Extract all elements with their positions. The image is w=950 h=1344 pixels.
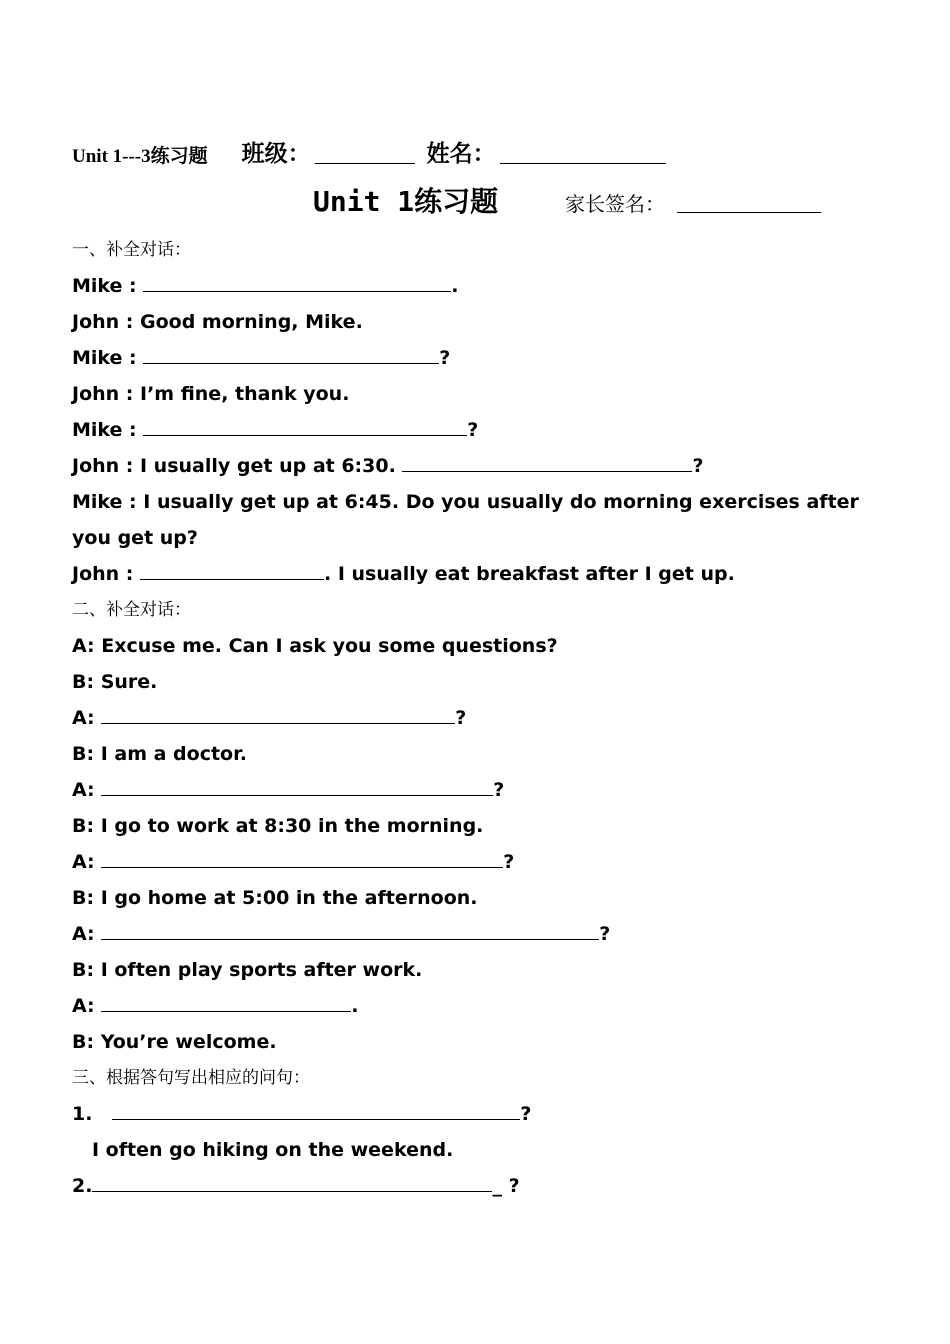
answer-blank[interactable] — [112, 1101, 520, 1120]
dialog-line: B: You’re welcome. — [72, 1031, 277, 1053]
dialog-line: Mike : . — [72, 275, 459, 297]
section2-heading: 二、补全对话： — [72, 600, 191, 620]
dialog-line: Mike : ? — [72, 347, 451, 369]
dialog-line: Mike : I usually get up at 6:45. Do you usually do morning exercises after you get up? — [72, 491, 859, 549]
section3-heading: 三、根据答句写出相应的问句： — [72, 1068, 310, 1088]
title-unit: Unit 1 — [313, 185, 415, 218]
dialog-line: B: I am a doctor. — [72, 743, 247, 765]
title-row — [0, 180, 950, 220]
dialog-line: B: Sure. — [72, 671, 158, 693]
answer-blank[interactable] — [143, 273, 451, 292]
worksheet-content — [72, 232, 882, 1204]
dialog-line: A: Excuse me. Can I ask you some questions? — [72, 635, 558, 657]
dialog-line: A: ? — [72, 707, 467, 729]
parent-sign-label: 家长签名： — [565, 192, 665, 216]
worksheet-header — [72, 132, 872, 168]
dialog-line: John : . I usually eat breakfast after I get up. — [72, 563, 735, 585]
class-blank[interactable] — [315, 137, 415, 164]
dialog-line: B: I go home at 5:00 in the afternoon. — [72, 887, 478, 909]
dialog-line: A: ? — [72, 923, 611, 945]
name-blank[interactable] — [500, 137, 666, 164]
answer-blank[interactable] — [143, 417, 467, 436]
section1-heading: 一、补全对话： — [72, 240, 191, 260]
question-line: 2. _ ? — [72, 1175, 520, 1197]
answer-blank[interactable] — [140, 561, 324, 580]
header-unit-label: Unit 1---3练习题 — [72, 146, 208, 167]
header-class-label: 班级： — [241, 141, 311, 166]
answer-blank[interactable] — [402, 453, 692, 472]
answer-blank[interactable] — [101, 849, 503, 868]
dialog-line: John : I usually get up at 6:30. ? — [72, 455, 704, 477]
parent-sign-blank[interactable] — [677, 212, 821, 213]
dialog-line: Mike : ? — [72, 419, 479, 441]
dialog-line: John : Good morning, Mike. — [72, 311, 363, 333]
question-line: 1. ? — [72, 1103, 532, 1125]
dialog-line: A: ? — [72, 779, 505, 801]
answer-blank[interactable] — [101, 993, 351, 1012]
dialog-line: B: I often play sports after work. — [72, 959, 423, 981]
answer-blank[interactable] — [101, 705, 455, 724]
page-title — [313, 180, 498, 220]
dialog-line: A: ? — [72, 851, 515, 873]
answer-line: I often go hiking on the weekend. — [92, 1139, 454, 1161]
answer-blank[interactable] — [143, 345, 439, 364]
dialog-line: B: I go to work at 8:30 in the morning. — [72, 815, 484, 837]
title-cn: 练习题 — [414, 185, 499, 218]
dialog-line: A: . — [72, 995, 359, 1017]
answer-blank[interactable] — [101, 777, 493, 796]
answer-blank[interactable] — [92, 1173, 492, 1192]
answer-blank[interactable] — [101, 921, 599, 940]
header-name-label: 姓名： — [426, 141, 496, 166]
dialog-line: John : I’m fine, thank you. — [72, 383, 350, 405]
